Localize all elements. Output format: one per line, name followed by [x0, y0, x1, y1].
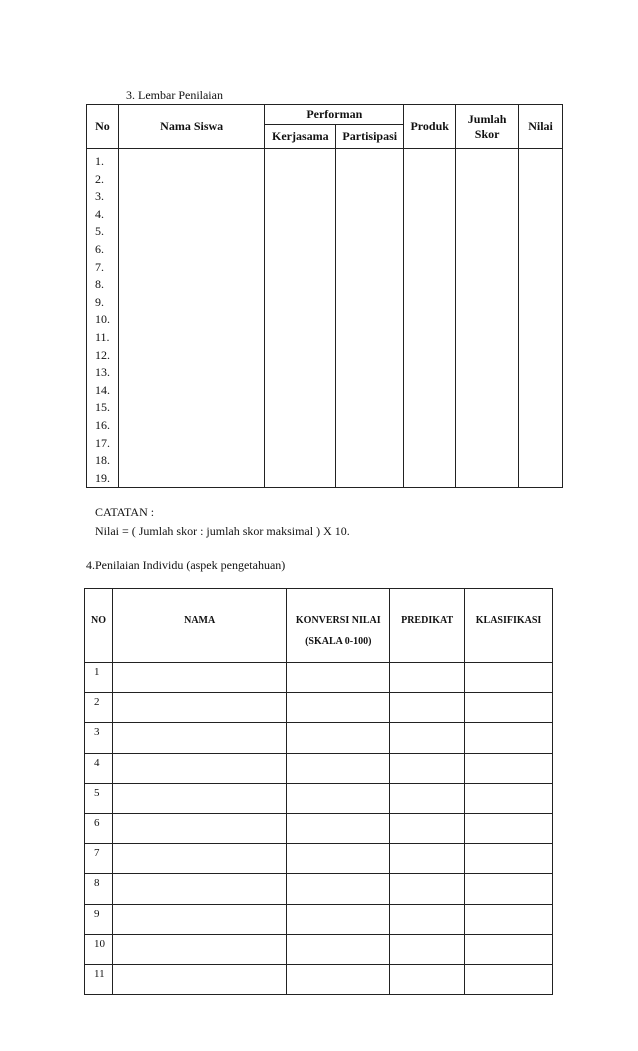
row-number: 2.	[95, 171, 104, 186]
predikat-cell[interactable]	[390, 844, 465, 874]
klasifikasi-cell[interactable]	[465, 753, 553, 783]
row-number: 1	[85, 663, 113, 693]
nama-cell[interactable]	[112, 964, 286, 994]
produk-cell[interactable]	[404, 149, 456, 488]
header-performan: Performan	[265, 105, 404, 125]
individual-assessment-table	[84, 588, 553, 995]
row-number: 9	[85, 904, 113, 934]
table-row	[85, 753, 553, 783]
klasifikasi-cell[interactable]	[465, 693, 553, 723]
table-row	[85, 964, 553, 994]
konversi-nilai-cell[interactable]	[287, 934, 390, 964]
konversi-nilai-cell[interactable]	[287, 723, 390, 753]
nama-cell[interactable]	[112, 904, 286, 934]
row-number: 3	[85, 723, 113, 753]
header-skor-line: Skor	[474, 126, 500, 141]
row-number: 1.	[95, 154, 104, 168]
nilai-cell[interactable]	[519, 149, 563, 488]
student-number-list	[87, 149, 119, 488]
predikat-cell[interactable]	[390, 874, 465, 904]
row-number: 3.	[95, 189, 104, 204]
table-row	[85, 723, 553, 753]
row-number: 7.	[95, 259, 104, 274]
header-nilai: Nilai	[519, 105, 563, 149]
nama-cell[interactable]	[112, 723, 286, 753]
header-predikat: PREDIKAT	[390, 589, 465, 663]
header-konversi-line: KONVERSI NILAI	[295, 615, 381, 626]
row-number: 8	[85, 874, 113, 904]
kerjasama-cell[interactable]	[265, 149, 336, 488]
header-no: NO	[85, 589, 113, 663]
header-klasifikasi: KLASIFIKASI	[465, 589, 553, 663]
row-number: 6.	[95, 241, 104, 256]
klasifikasi-cell[interactable]	[465, 813, 553, 843]
klasifikasi-cell[interactable]	[465, 964, 553, 994]
klasifikasi-cell[interactable]	[465, 934, 553, 964]
predikat-cell[interactable]	[390, 753, 465, 783]
klasifikasi-cell[interactable]	[465, 663, 553, 693]
section-3-title: 3. Lembar Penilaian	[126, 88, 223, 102]
row-number: 18.	[95, 453, 110, 468]
row-number: 12.	[95, 347, 110, 362]
table-row	[85, 874, 553, 904]
konversi-nilai-cell[interactable]	[287, 904, 390, 934]
row-number: 8.	[95, 277, 104, 292]
assessment-table	[86, 104, 563, 488]
klasifikasi-cell[interactable]	[465, 874, 553, 904]
row-number: 16.	[95, 417, 110, 432]
predikat-cell[interactable]	[390, 904, 465, 934]
row-number: 14.	[95, 382, 110, 397]
row-number: 5	[85, 783, 113, 813]
table-row	[85, 663, 553, 693]
row-number: 13.	[95, 365, 110, 380]
row-number: 4.	[95, 206, 104, 221]
nama-cell[interactable]	[112, 663, 286, 693]
section-4-title: 4.Penilaian Individu (aspek pengetahuan)	[86, 558, 286, 572]
row-number: 7	[85, 844, 113, 874]
row-number: 15.	[95, 400, 110, 415]
konversi-nilai-cell[interactable]	[287, 844, 390, 874]
jumlah-skor-cell[interactable]	[456, 149, 519, 488]
klasifikasi-cell[interactable]	[465, 723, 553, 753]
klasifikasi-cell[interactable]	[465, 904, 553, 934]
row-number: 11.	[95, 329, 110, 344]
nama-cell[interactable]	[112, 753, 286, 783]
header-jumlah-line: Jumlah	[467, 111, 507, 126]
table-row	[85, 904, 553, 934]
row-number: 10	[85, 934, 113, 964]
catatan-formula: Nilai = ( Jumlah skor : jumlah skor maksimal ) X 10.	[95, 524, 350, 538]
header-nama-siswa: Nama Siswa	[118, 105, 264, 149]
catatan-label: CATATAN :	[95, 505, 155, 519]
row-number: 9.	[95, 294, 104, 309]
header-konversi-nilai	[287, 589, 390, 663]
row-number: 5.	[95, 224, 104, 239]
nama-cell[interactable]	[112, 783, 286, 813]
nama-cell[interactable]	[112, 934, 286, 964]
header-no: No	[87, 105, 119, 149]
row-number: 4	[85, 753, 113, 783]
row-number: 10.	[95, 312, 110, 327]
header-kerjasama: Kerjasama	[265, 125, 336, 149]
row-number: 19.	[95, 470, 110, 485]
table-row	[85, 813, 553, 843]
predikat-cell[interactable]	[390, 813, 465, 843]
klasifikasi-cell[interactable]	[465, 783, 553, 813]
klasifikasi-cell[interactable]	[465, 844, 553, 874]
nama-cell[interactable]	[112, 693, 286, 723]
konversi-nilai-cell[interactable]	[287, 663, 390, 693]
konversi-nilai-cell[interactable]	[287, 964, 390, 994]
partisipasi-cell[interactable]	[336, 149, 404, 488]
predikat-cell[interactable]	[390, 663, 465, 693]
predikat-cell[interactable]	[390, 693, 465, 723]
nama-cell[interactable]	[112, 874, 286, 904]
konversi-nilai-cell[interactable]	[287, 783, 390, 813]
predikat-cell[interactable]	[390, 964, 465, 994]
konversi-nilai-cell[interactable]	[287, 753, 390, 783]
nama-siswa-cell[interactable]	[118, 149, 264, 488]
predikat-cell[interactable]	[390, 934, 465, 964]
nama-cell[interactable]	[112, 844, 286, 874]
row-number: 6	[85, 813, 113, 843]
table-row	[85, 934, 553, 964]
row-number: 11	[85, 964, 113, 994]
predikat-cell[interactable]	[390, 783, 465, 813]
nama-cell[interactable]	[112, 813, 286, 843]
header-produk: Produk	[404, 105, 456, 149]
konversi-nilai-cell[interactable]	[287, 874, 390, 904]
row-number: 2	[85, 693, 113, 723]
table-row	[85, 693, 553, 723]
table-row	[85, 844, 553, 874]
header-nama: NAMA	[112, 589, 286, 663]
konversi-nilai-cell[interactable]	[287, 813, 390, 843]
row-number: 17.	[95, 435, 110, 450]
table-row	[85, 783, 553, 813]
header-partisipasi: Partisipasi	[336, 125, 404, 149]
konversi-nilai-cell[interactable]	[287, 693, 390, 723]
header-skala-line: (SKALA 0-100)	[305, 636, 372, 647]
header-jumlah-skor	[456, 105, 519, 149]
predikat-cell[interactable]	[390, 723, 465, 753]
